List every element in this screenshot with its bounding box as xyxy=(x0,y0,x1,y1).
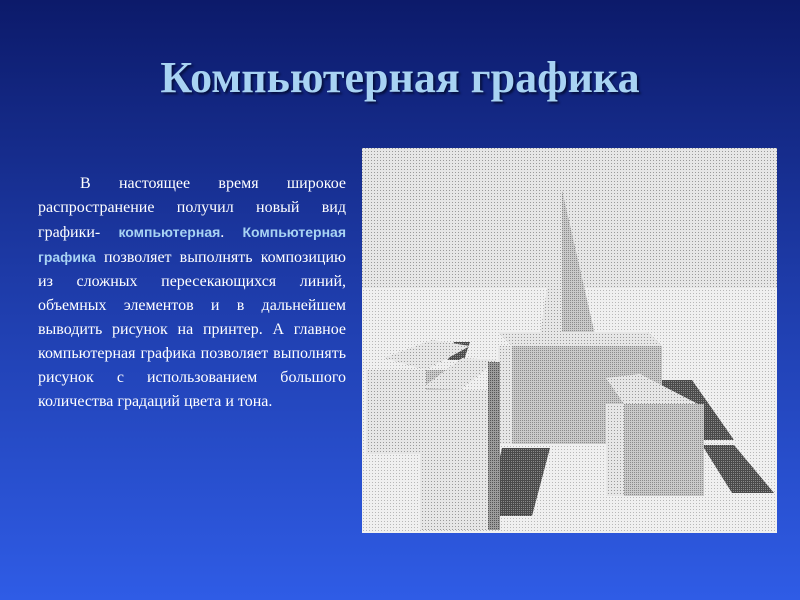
highlight-term-2: Компьютерная графика xyxy=(38,224,347,265)
text-part-1: В настоящее время широкое распространение получил новый вид графики- xyxy=(38,175,346,241)
slide-title: Компьютерная графика xyxy=(160,53,640,102)
slide-body-text xyxy=(38,172,346,414)
highlight-term-1: компьютерная xyxy=(118,224,221,240)
text-part-3: позволяет выполнять композицию из сложных пересекающихся линий, объемных элементов и в дальнейшем выводить рисунок на принтер. А главное компьютерная графика позволяет выполнять рисунок с использованием большого количества градаций цвета и тона. xyxy=(38,249,346,410)
3d-buildings-render-image xyxy=(362,148,777,533)
text-part-2: . xyxy=(220,224,243,241)
